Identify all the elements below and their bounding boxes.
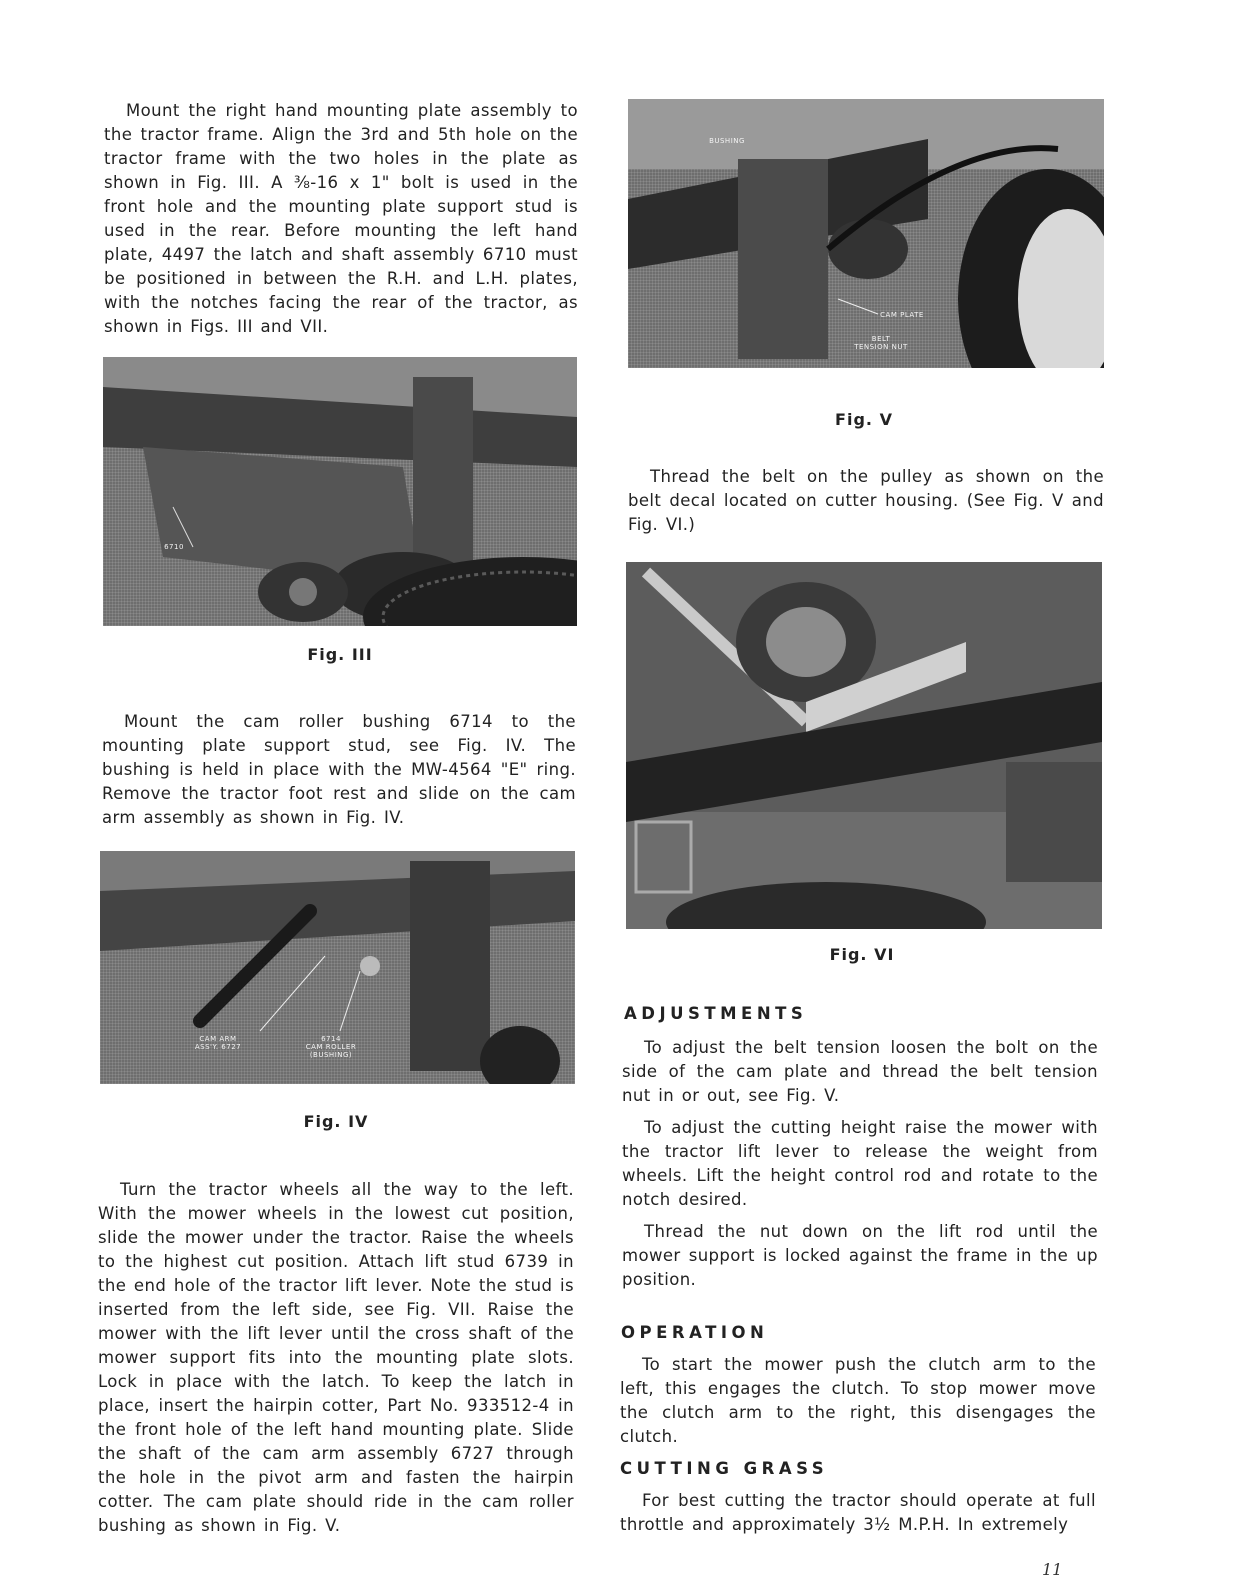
cutting-grass-section (620, 1489, 1096, 1545)
installation-paragraph-text: Turn the tractor wheels all the way to the left. With the mower wheels in the lowest cut position, slide the mower under the tractor. Raise the wheels to the highest cut position. Attach lift stud 6739 in the end hole of the tractor lift lever. Note the stud is inserted from the left side, see Fig. VII. Raise the mower with the lift lever until the cross shaft of the mower support fits into the mounting plate slots. Lock in place with the latch. To keep the latch in place, insert the hairpin cotter, Part No. 933512-4 in the front hole of the left hand mounting plate. Slide the shaft of the cam arm assembly 6727 through the hole in the pivot arm and fasten the hairpin cotter. The cam plate should ride in the cam roller bushing as shown in Fig. V. (98, 1180, 574, 1535)
fig-4-label-cam-arm-line1: CAM ARM (199, 1035, 237, 1043)
fig-5-label-bushing: BUSHING (709, 137, 745, 145)
fig-4-label-cam-arm (188, 1035, 248, 1051)
fig-3-illustration (103, 357, 577, 626)
intro-paragraph (104, 99, 578, 339)
fig-5-label-belt-tension (846, 335, 916, 351)
fig-4-label-cam-roller (296, 1035, 366, 1059)
fig-5-photo (628, 99, 1104, 368)
page-number: 11 (1042, 1560, 1063, 1579)
adjustments-paragraph-3: Thread the nut down on the lift rod until the mower support is locked against the frame in the up position. (622, 1222, 1098, 1289)
fig-4-label-cam-roller-line2: CAM ROLLER (305, 1043, 357, 1051)
belt-paragraph (628, 465, 1104, 537)
fig-4-caption: Fig. IV (303, 1112, 369, 1131)
fig-4-label-cam-arm-line2: ASS'Y. 6727 (194, 1043, 242, 1051)
fig-6-photo (626, 562, 1102, 929)
cam-roller-paragraph-text: Mount the cam roller bushing 6714 to the mounting plate support stud, see Fig. IV. The bushing is held in place with the MW-4564 "E" ring. Remove the tractor foot rest and slide on the cam arm assembly as shown in Fig. IV. (102, 712, 576, 827)
fig-5-illustration (628, 99, 1104, 368)
operation-section (620, 1353, 1096, 1457)
fig-3-label-6710: 6710 (164, 543, 184, 551)
fig-4-label-cam-roller-line3: (BUSHING) (309, 1051, 353, 1059)
operation-heading: OPERATION (621, 1323, 769, 1342)
fig-6-illustration (626, 562, 1102, 929)
adjustments-section (622, 1036, 1098, 1300)
fig-3-caption: Fig. III (307, 645, 373, 664)
intro-paragraph-text: Mount the right hand mounting plate assembly to the tractor frame. Align the 3rd and 5th hole on the tractor frame with the two holes in the plate as shown in Fig. III. A ⅜-16 x 1" bolt is used in the front hole and the mounting plate support stud is used in the rear. Before mounting the left hand plate, 4497 the latch and shaft assembly 6710 must be positioned in between the R.H. and L.H. plates, with the notches facing the rear of the tractor, as shown in Figs. III and VII. (104, 101, 578, 336)
fig-5-label-cam-plate: CAM PLATE (880, 311, 924, 319)
fig-6-caption: Fig. VI (829, 945, 895, 964)
adjustments-heading: ADJUSTMENTS (624, 1004, 808, 1023)
adjustments-paragraph-1: To adjust the belt tension loosen the bolt on the side of the cam plate and thread the belt tension nut in or out, see Fig. V. (622, 1038, 1098, 1105)
fig-4-label-cam-roller-line1: 6714 (321, 1035, 341, 1043)
cam-roller-paragraph (102, 710, 576, 830)
fig-4-photo (100, 851, 575, 1084)
installation-paragraph (98, 1178, 574, 1538)
fig-5-label-belt-line1: BELT (871, 335, 891, 343)
fig-3-photo (103, 357, 577, 626)
adjustments-paragraph-2: To adjust the cutting height raise the mower with the tractor lift lever to release the weight from wheels. Lift the height control rod and rotate to the notch desired. (622, 1118, 1098, 1209)
fig-5-label-belt-line2: TENSION NUT (854, 343, 908, 351)
fig-5-caption: Fig. V (835, 410, 893, 429)
operation-paragraph: To start the mower push the clutch arm to the left, this engages the clutch. To stop mower move the clutch arm to the right, this disengages the clutch. (620, 1355, 1096, 1446)
cutting-grass-paragraph: For best cutting the tractor should operate at full throttle and approximately 3½ M.P.H. In extremely (620, 1491, 1096, 1534)
belt-paragraph-text: Thread the belt on the pulley as shown on the belt decal located on cutter housing. (See Fig. V and Fig. VI.) (628, 467, 1104, 534)
cutting-grass-heading: CUTTING GRASS (620, 1459, 829, 1478)
